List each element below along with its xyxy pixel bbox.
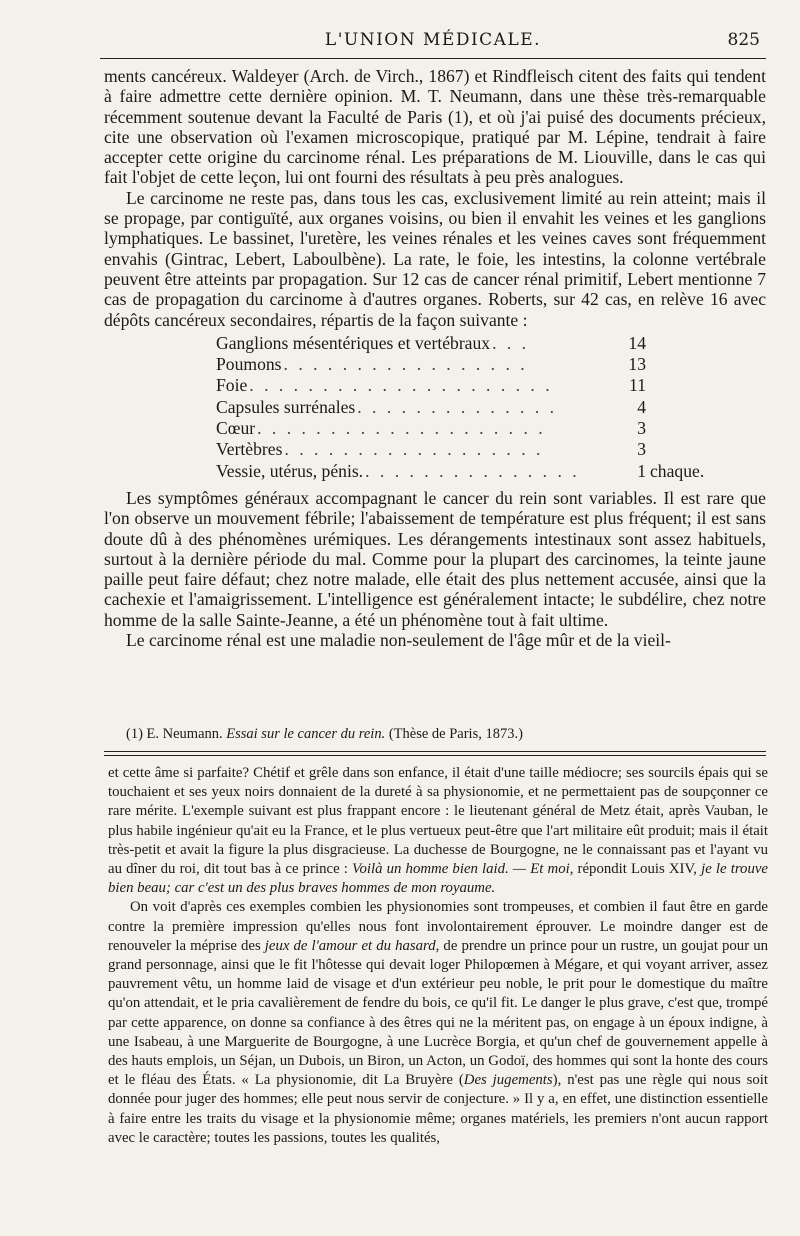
text-run: On voit d'après ces exemples combien les physionomies sont trompeuses, et combien il faut être en garde contre la première impression qu'elles nous font involontairement éprouver. Le moindre danger est de renouveler la méprise des: [108, 899, 768, 954]
case-count: 13: [628, 354, 646, 375]
work-title: jeux de l'amour et du hasard,: [264, 937, 440, 954]
case-count: 3: [637, 439, 646, 460]
running-title: L'UNION MÉDICALE.: [324, 30, 542, 50]
case-count: 11: [629, 375, 646, 396]
feuilleton-body: [108, 764, 768, 1148]
text-run: et cette âme si parfaite? Chétif et grêle dans son enfance, il était d'une taille médiocre; ses sourcils épais qui se touchaient et ses yeux noirs donnaient de la dureté à sa physionomie, et ne permettaient pas de soupçonner ce rare mérite. L'exemple suivant est plus frappant encore : le lieutenant général de Metz était, après Vauban, le plus habile ingénieur qu'ait eu la France, et le plus vertueux peut-être que l'art militaire eût produit; mais il était très-petit et avait la figure la plus disgracieuse. La duchesse de Bourgogne, ne le connaissant pas et l'ayant vu au dîner du roi, dit tout bas à ce prince :: [108, 765, 768, 878]
text-run: répondit Louis XIV,: [573, 861, 702, 878]
footnote-title: Essai sur le cancer du rein.: [226, 726, 386, 742]
table-row: [216, 418, 646, 439]
leader-dots: . . . . . . . . . . . . . . .: [365, 460, 580, 481]
table-row: [216, 375, 646, 396]
page-number: 825: [727, 30, 760, 50]
table-row: [216, 333, 646, 354]
table-row: [216, 439, 646, 460]
footnote-marker: (1) E. Neumann.: [126, 726, 223, 742]
leader-dots: . . . . . . . . . . . . . .: [357, 396, 558, 417]
paragraph: Le carcinome ne reste pas, dans tous les cas, exclusivement limité au rein atteint; mais il se propage, par contiguïté, aux organes voisins, ou bien il envahit les veines et les ganglions lymphatiques. Le bassinet, l'uretère, les veines rénales et les veines caves sont fréquemment envahis (Gintrac, Lebert, Laboulbène). La rate, le foie, les intestins, la colonne vertébrale peuvent être atteints par propagation. Sur 12 cas de cancer rénal primitif, Lebert mentionne 7 cas de propagation du carcinome à d'autres organes. Roberts, sur 42 cas, en relève 16 avec dépôts cancéreux secondaires, répartis de la façon suivante :: [104, 187, 766, 330]
metastasis-table: [216, 332, 705, 482]
case-count: 14: [628, 332, 646, 353]
organ-label: Vertèbres: [216, 439, 283, 460]
footnote: [126, 726, 523, 743]
page-header: [100, 30, 766, 56]
paragraph: ments cancéreux. Waldeyer (Arch. de Virch., 1867) et Rindfleisch citent des faits qui tendent à faire admettre cette dernière opinion. M. T. Neumann, dans une thèse très-remarquable récemment soutenue devant la Faculté de Paris (1), et où j'ai puisé des documents précieux, cite une observation où l'examen microscopique, pratiqué par M. Lépine, tendrait à faire accepter cette origine du carcinome rénal. Les préparations de M. Liouville, dans le cas qui fait l'objet de cette leçon, lui ont fourni des résultats à peu près analogues.: [104, 66, 766, 188]
footnote-source: (Thèse de Paris, 1873.): [388, 726, 523, 742]
paragraph: Les symptômes généraux accompagnant le cancer du rein sont variables. Il est rare que l'on observe un mouvement fébrile; l'abaissement de température est plus fréquent; il est sans doute dû à des phénomènes urémiques. Les dérangements intestinaux sont assez habituels, surtout à la dernière période du mal. Comme pour la plupart des carcinomes, la teinte jaune paille peut faire défaut; chez notre malade, elle était des plus nettement accusée, ainsi que la cachexie et l'amaigrissement. L'intelligence est généralement intacte; le subdélire, chez notre homme de la salle Sainte-Jeanne, a été un phénomène tout à fait ultime.: [104, 487, 766, 630]
header-rule: [100, 58, 766, 59]
organ-label: Ganglions mésentériques et vertébraux: [216, 332, 491, 353]
leader-dots: . . . . . . . . . . . . . . . . . . . . .: [249, 375, 553, 396]
quotation: Voilà un homme bien laid. — Et moi,: [352, 861, 574, 878]
table-row: [216, 397, 646, 418]
quotation: je le trouve bien beau; car c'est un des plus braves hommes de mon royaume.: [108, 861, 768, 897]
text-run: de prendre un prince pour un rustre, un goujat pour un grand personnage, ainsi que le fit l'hôtesse qui devait loger Philopœmen à Mégare, et qui voyant arriver, assez pauvrement vêtu, un homme laid de visage et d'un extérieur peu noble, le prit pour le domestique du maître qu'on attendait, et le pria cavalièrement de fendre du bois, ce qu'il fit. Le danger le plus grave, c'est que, trompé par cette apparence, on donne sa confiance à des êtres qui ne la méritent pas, on engage à un époux indigne, à une Isabeau, à une Marguerite de Bourgogne, à une Lucrèce Borgia, et qu'un chef de gouvernement appelle à des hauts emplois, un Séjan, un Dubois, un Biron, un Acton, un Godoï, des hommes qui sont la honte des cours et le fléau des États. « La physionomie, dit La Bruyère (: [108, 937, 768, 1089]
leader-dots: . . . . . . . . . . . . . . . . .: [283, 354, 528, 375]
organ-label: Capsules surrénales: [216, 396, 356, 417]
organ-label: Cœur: [216, 418, 256, 439]
paragraph: [108, 764, 768, 898]
section-divider: [104, 751, 766, 752]
work-title: Des jugements: [463, 1072, 553, 1089]
organ-label: Vessie, utérus, pénis.: [216, 460, 364, 481]
organ-label: Foie: [216, 375, 248, 396]
organ-label: Poumons: [216, 354, 282, 375]
case-count: 1: [637, 460, 646, 481]
case-count: 4: [637, 396, 646, 417]
leader-dots: . . . . . . . . . . . . . . . . . . . .: [257, 418, 546, 439]
text-run: ), n'est pas une règle qui nous soit donnée pour juger des hommes; elle peut nous servir de conjecture. » Il y a, en effet, une distinction essentielle à faire entre les traits du visage et la physionomie même; organes matériels, les premiers n'ont aucun rapport avec le caractère; toutes les passions, toutes les qualités,: [108, 1072, 768, 1146]
table-row: [216, 354, 646, 375]
article-body: [104, 66, 766, 650]
section-divider: [104, 755, 766, 756]
leader-dots: . . .: [492, 332, 530, 353]
case-count: 3: [637, 418, 646, 439]
paragraph: Le carcinome rénal est une maladie non-seulement de l'âge mûr et de la vieil-: [126, 630, 671, 651]
count-qualifier: chaque.: [650, 460, 705, 481]
table-row: [216, 460, 705, 482]
leader-dots: . . . . . . . . . . . . . . . . . .: [284, 439, 544, 460]
paragraph: [108, 898, 768, 1148]
